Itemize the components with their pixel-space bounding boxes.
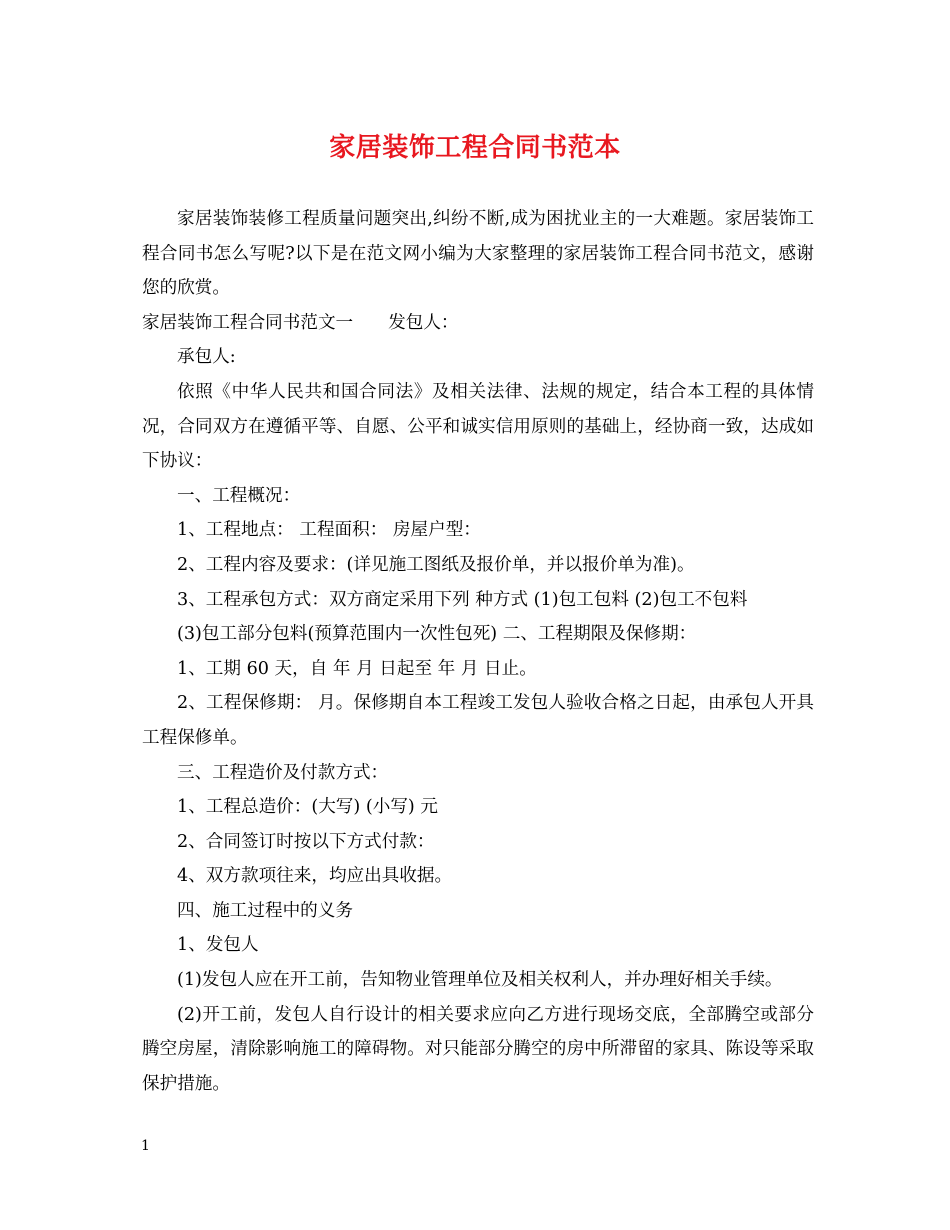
paragraph-item: 1、工程地点： 工程面积： 房屋户型： bbox=[177, 520, 481, 541]
page-number: 1 bbox=[141, 1138, 150, 1154]
paragraph-legal-basis: 依照《中华人民共和国合同法》及相关法律、法规的规定，结合本工程的具体情况，合同双方在遵循平等、自愿、公平和诚实信用原则的基础上，经协商一致，达成如下协议： bbox=[142, 381, 814, 472]
paragraph-item: (3)包工部分包料(预算范围内一次性包死) 二、工程期限及保修期： bbox=[177, 624, 697, 645]
employer-label: 发包人： bbox=[388, 312, 459, 333]
sample-heading-label: 家居装饰工程合同书范文一 bbox=[142, 312, 354, 333]
paragraph-item: 2、工程保修期： 月。保修期自本工程竣工发包人验收合格之日起，由承包人开具工程保修单。 bbox=[142, 693, 814, 748]
paragraph-item: 4、双方款项往来，均应出具收据。 bbox=[177, 866, 453, 887]
paragraph-intro: 家居装饰装修工程质量问题突出,纠纷不断,成为困扰业主的一大难题。家居装饰工程合同书怎么写呢?以下是在范文网小编为大家整理的家居装饰工程合同书范文，感谢您的欣赏。 bbox=[142, 209, 814, 299]
paragraph-item: 2、工程内容及要求：(详见施工图纸及报价单，并以报价单为准)。 bbox=[177, 554, 695, 575]
paragraph-item: 1、发包人 bbox=[177, 935, 259, 956]
paragraph-sample-heading bbox=[142, 306, 814, 341]
paragraph-item: (1)发包人应在开工前，告知物业管理单位及相关权利人，并办理好相关手续。 bbox=[177, 970, 783, 991]
paragraph-item: 1、工程总造价：(大写) (小写) 元 bbox=[177, 797, 438, 818]
section-heading-obligations: 四、施工过程中的义务 bbox=[177, 900, 353, 921]
paragraph-item: 1、工期 60 天，自 年 月 日起至 年 月 日止。 bbox=[177, 658, 537, 679]
section-heading-overview: 一、工程概况： bbox=[177, 485, 301, 506]
paragraph-item: 2、合同签订时按以下方式付款： bbox=[177, 831, 435, 852]
paragraph-contractor: 承包人: bbox=[177, 347, 236, 368]
document-title: 家居装饰工程合同书范本 bbox=[329, 133, 621, 163]
paragraph-item: 3、工程承包方式：双方商定采用下列 种方式 (1)包工包料 (2)包工不包料 bbox=[177, 589, 748, 610]
section-heading-price: 三、工程造价及付款方式： bbox=[177, 762, 389, 783]
paragraph-item: (2)开工前，发包人自行设计的相关要求应向乙方进行现场交底，全部腾空或部分腾空房屋，清除影响施工的障碍物。对只能部分腾空的房中所滞留的家具、陈设等采取保护措施。 bbox=[142, 1004, 814, 1094]
document-body bbox=[142, 202, 814, 1101]
